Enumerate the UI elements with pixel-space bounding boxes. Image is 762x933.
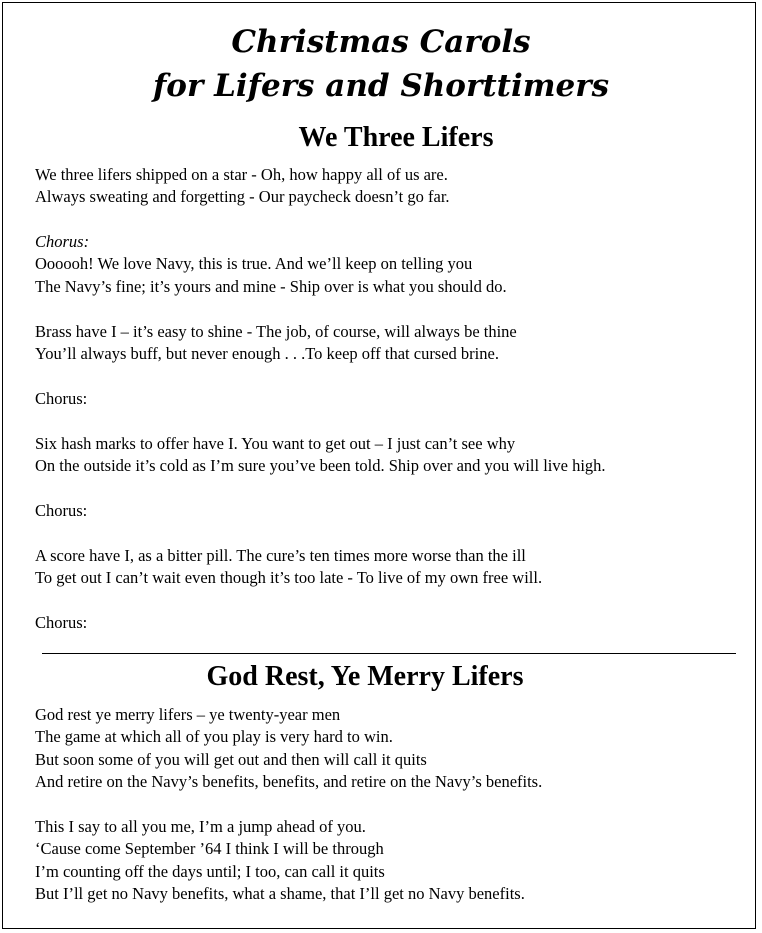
text-line: Oooooh! We love Navy, this is true. And we’ll keep on telling you xyxy=(35,254,473,274)
text-line: We three lifers shipped on a star - Oh, how happy all of us are. xyxy=(35,165,448,184)
text-line: But I’ll get no Navy benefits, what a shame, that I’ll get no Navy benefits. xyxy=(35,884,525,904)
chorus-ref: Chorus: xyxy=(35,389,88,408)
text-line: Always sweating and forgetting - Our paycheck doesn’t go far. xyxy=(35,187,450,207)
text-line: You’ll always buff, but never enough . . .To keep off that cursed brine. xyxy=(35,344,499,364)
chorus-ref: Chorus: xyxy=(35,613,88,632)
song1-chorus-ref-3 xyxy=(35,612,735,634)
chorus-label: Chorus: xyxy=(35,232,90,251)
text-line: I’m counting off the days until; I too, can call it quits xyxy=(35,861,385,881)
section-divider xyxy=(42,653,736,654)
song1-verse3 xyxy=(35,433,735,478)
page-title-line2: for Lifers and Shorttimers xyxy=(152,68,610,104)
text-line: A score have I, as a bitter pill. The cure’s ten times more worse than the ill xyxy=(35,546,526,565)
text-line: To get out I can’t wait even though it’s too late - To live of my own free will. xyxy=(35,568,543,588)
text-line: ‘Cause come September ’64 I think I will be through xyxy=(35,839,384,859)
song1-chorus-ref-2 xyxy=(35,500,735,522)
song1-chorus xyxy=(35,231,735,298)
text-line: On the outside it’s cold as I’m sure you’ve been told. Ship over and you will live high. xyxy=(35,456,606,476)
song1-chorus-ref-1 xyxy=(35,388,735,410)
text-line: Six hash marks to offer have I. You want to get out – I just can’t see why xyxy=(35,434,516,453)
song2-verse1 xyxy=(35,704,735,794)
text-line: And retire on the Navy’s benefits, benefits, and retire on the Navy’s benefits. xyxy=(35,772,543,792)
song1-verse2 xyxy=(35,321,735,366)
song2-title: God Rest, Ye Merry Lifers xyxy=(206,661,524,692)
chorus-ref: Chorus: xyxy=(35,501,88,520)
text-line: The game at which all of you play is very hard to win. xyxy=(35,727,393,747)
text-line: This I say to all you me, I’m a jump ahead of you. xyxy=(35,817,366,836)
text-line: God rest ye merry lifers – ye twenty-year men xyxy=(35,705,341,724)
text-line: But soon some of you will get out and then will call it quits xyxy=(35,749,427,769)
text-line: The Navy’s fine; it’s yours and mine - Ship over is what you should do. xyxy=(35,276,507,296)
page-title-line1: Christmas Carols xyxy=(231,24,531,60)
song2-verse2 xyxy=(35,816,735,906)
song1-verse1 xyxy=(35,164,735,209)
song1-verse4 xyxy=(35,545,735,590)
text-line: Brass have I – it’s easy to shine - The job, of course, will always be thine xyxy=(35,322,517,341)
song1-title: We Three Lifers xyxy=(298,122,494,153)
